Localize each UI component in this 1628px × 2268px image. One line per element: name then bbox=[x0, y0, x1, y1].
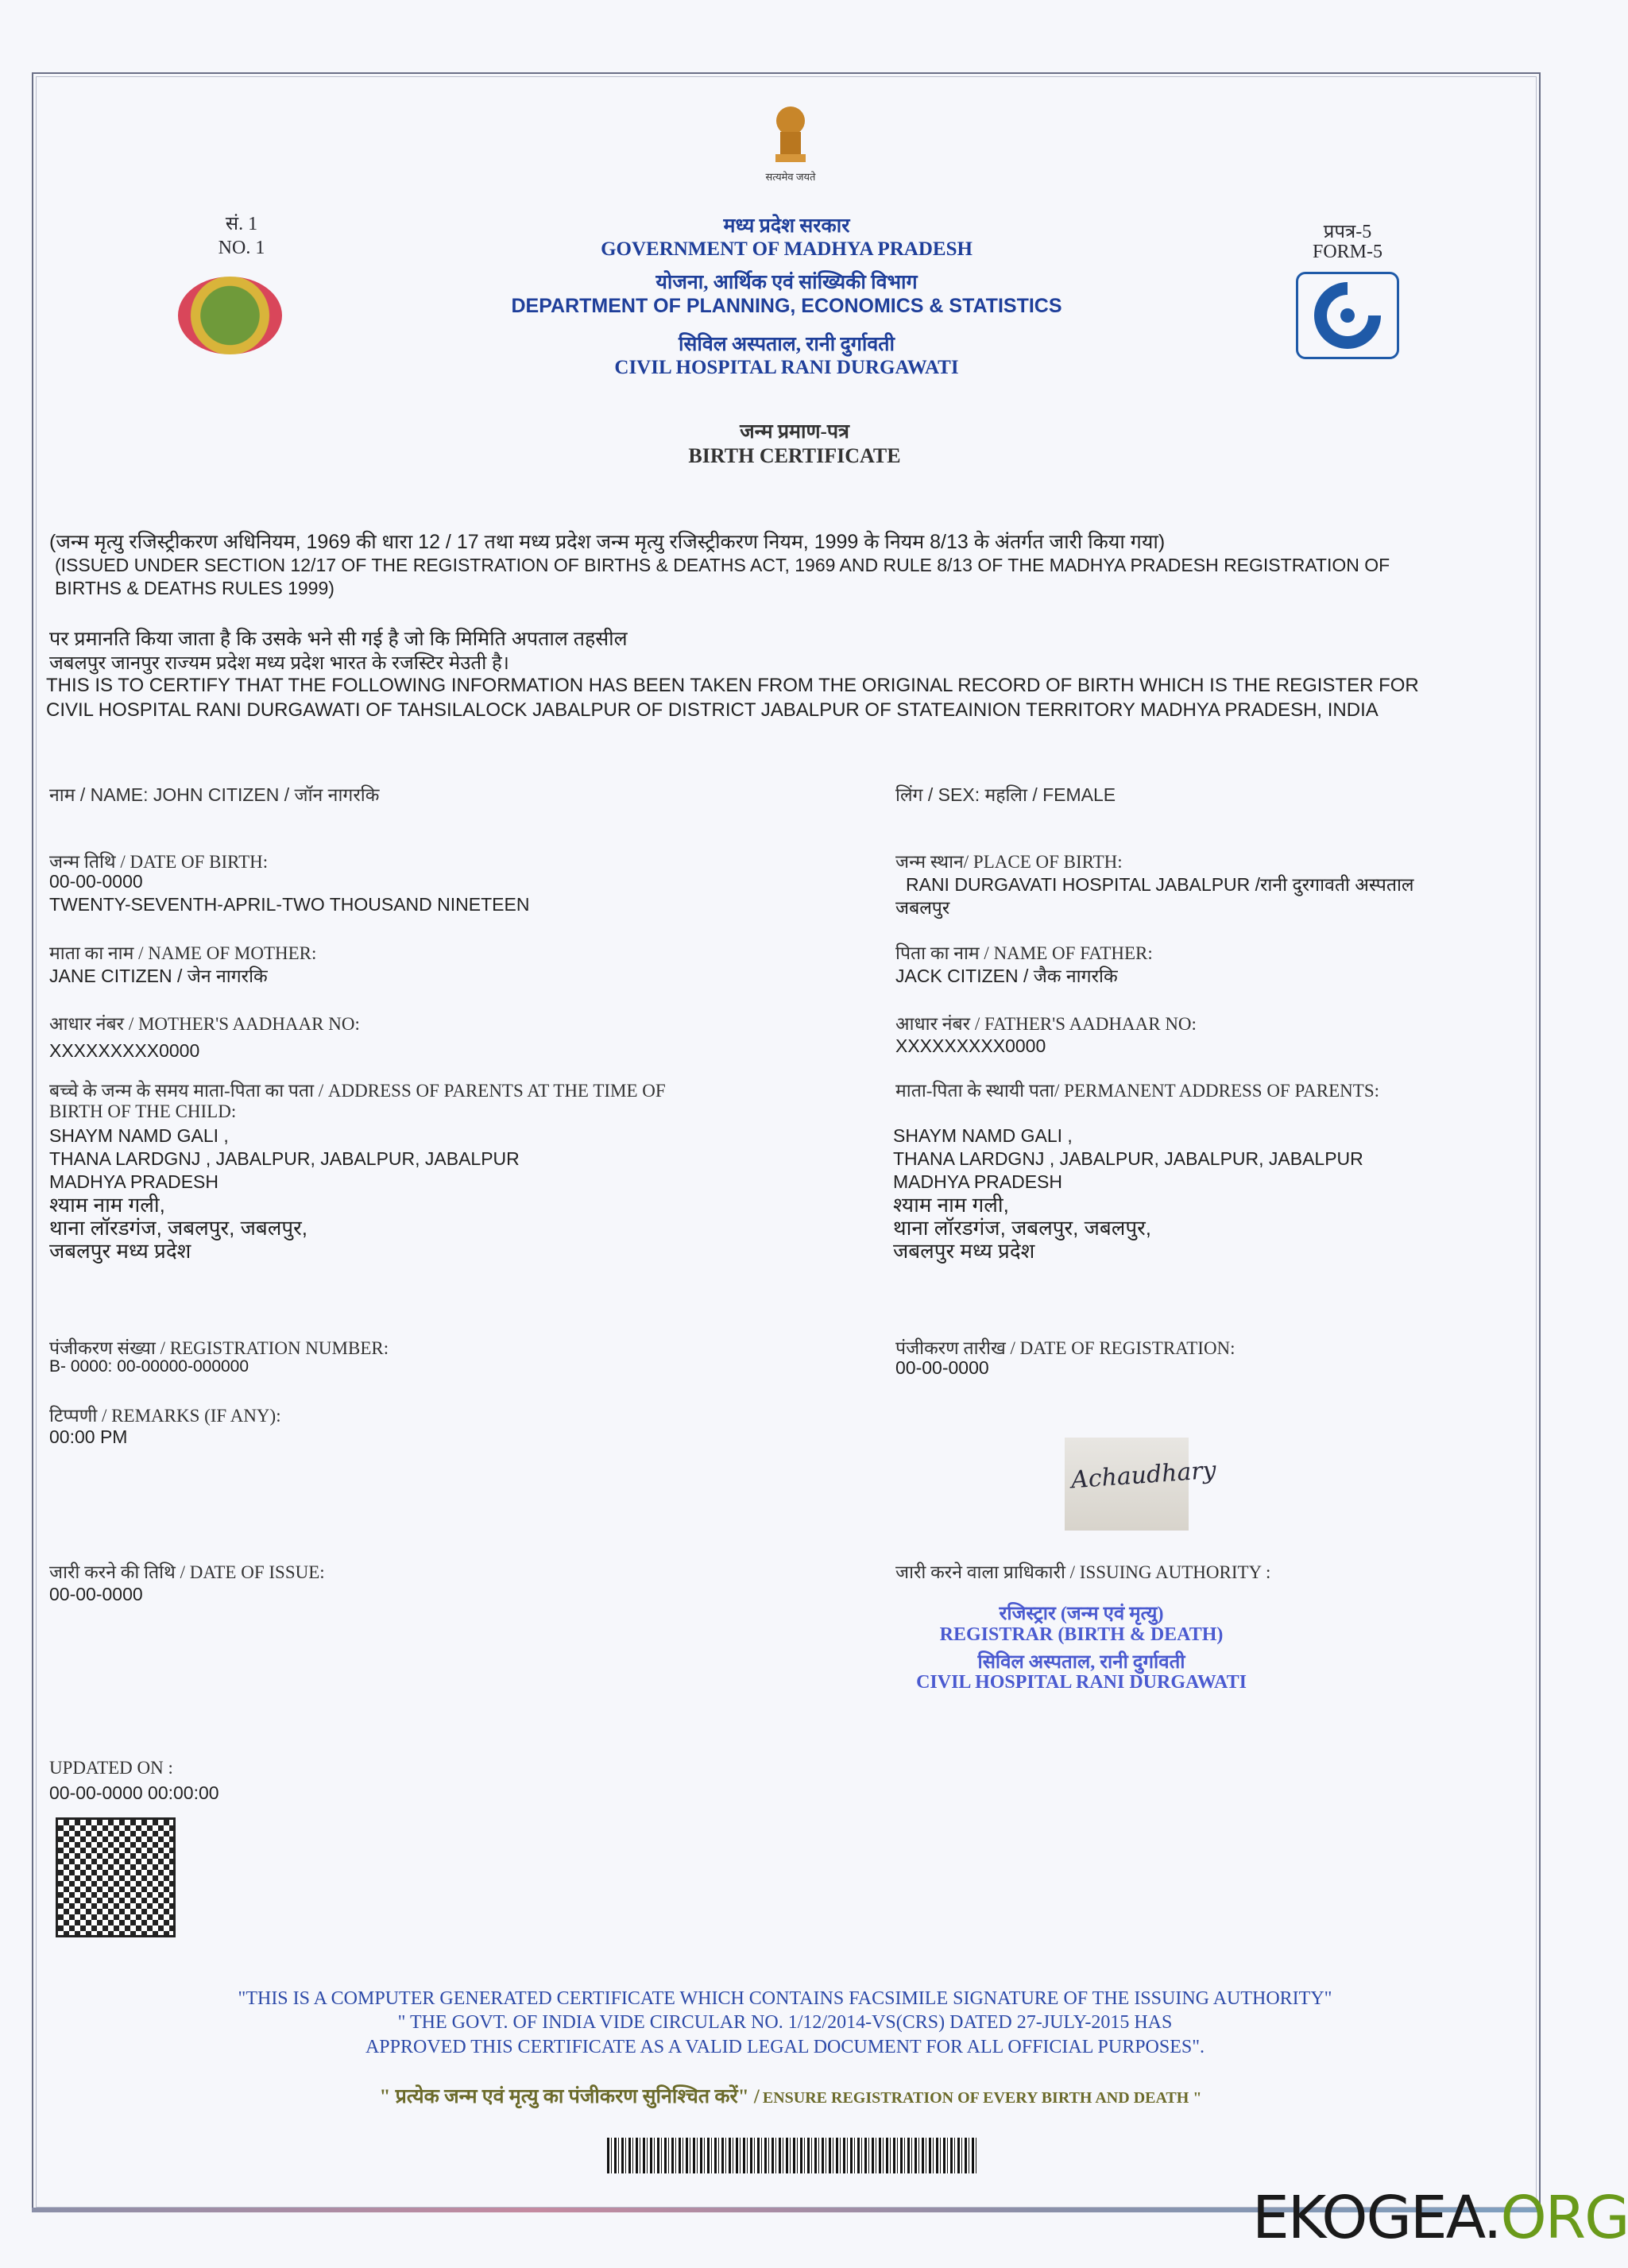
address-line: श्याम नाम गली, bbox=[49, 1193, 165, 1217]
act-hi: (जन्म मृत्यु रजिस्ट्रीकरण अधिनियम, 1969 की धारा 12 / 17 तथा मध्य प्रदेश जन्म मृत्यु रजिस्ट्रीकरण नियम, 1999 के नियम 8/13 के अंतर्गत जारी किया गया) bbox=[49, 531, 1166, 553]
mother-aadhaar-label: आधार नंबर / MOTHER'S AADHAAR NO: bbox=[49, 1014, 360, 1034]
footer-line-1: "THIS IS A COMPUTER GENERATED CERTIFICATE WHICH CONTAINS FACSIMILE SIGNATURE OF THE ISSUING AUTHORITY" bbox=[238, 1988, 1332, 2009]
registrar-hospital-hi: सिविल अस्पताल, रानी दुर्गावती bbox=[977, 1652, 1185, 1673]
registrar-en: REGISTRAR (BIRTH & DEATH) bbox=[939, 1624, 1224, 1645]
footer-line-3: APPROVED THIS CERTIFICATE AS A VALID LEGAL DOCUMENT FOR ALL OFFICIAL PURPOSES". bbox=[365, 2037, 1205, 2057]
dept-en: DEPARTMENT OF PLANNING, ECONOMICS & STATISTICS bbox=[511, 295, 1062, 317]
certify-hi-2: जबलपुर जानपुर राज्यम प्रदेश मध्य प्रदेश भारत के रजस्टिर मेउती है। bbox=[49, 652, 509, 674]
dob-words: TWENTY-SEVENTH-APRIL-TWO THOUSAND NINETEEN bbox=[49, 894, 530, 915]
act-en-1: (ISSUED UNDER SECTION 12/17 OF THE REGISTRATION OF BIRTHS & DEATHS ACT, 1969 AND RULE 8/13 OF THE MADHYA PRADESH REGISTRATION OF bbox=[55, 555, 1390, 575]
address-line: THANA LARDGNJ , JABALPUR, JABALPUR, JABALPUR bbox=[893, 1148, 1363, 1169]
authority-label: जारी करने वाला प्राधिकारी / ISSUING AUTHORITY : bbox=[895, 1562, 1271, 1582]
signature-image bbox=[1065, 1438, 1217, 1531]
address-permanent bbox=[893, 1124, 1363, 1263]
updated-value: 00-00-0000 00:00:00 bbox=[49, 1782, 219, 1803]
father-aadhaar-label: आधार नंबर / FATHER'S AADHAAR NO: bbox=[895, 1014, 1197, 1034]
address-line: जबलपुर मध्य प्रदेश bbox=[49, 1239, 191, 1263]
qr-code bbox=[58, 1820, 173, 1935]
footer-line-2: " THE GOVT. OF INDIA VIDE CIRCULAR NO. 1/12/2014-VS(CRS) DATED 27-JULY-2015 HAS bbox=[397, 2012, 1173, 2033]
sex-value: महलिा / FEMALE bbox=[984, 784, 1116, 805]
barcode bbox=[607, 2138, 977, 2173]
address-line: जबलपुर मध्य प्रदेश bbox=[893, 1239, 1035, 1263]
address-birth bbox=[49, 1124, 520, 1263]
mother-aadhaar-value: XXXXXXXXX0000 bbox=[49, 1040, 200, 1061]
sex-label: लिंग / SEX: bbox=[895, 784, 980, 805]
title-en: BIRTH CERTIFICATE bbox=[688, 444, 901, 467]
govt-en: GOVERNMENT OF MADHYA PRADESH bbox=[601, 238, 973, 260]
remarks-value: 00:00 PM bbox=[49, 1426, 128, 1447]
issue-label: जारी करने की तिथि / DATE OF ISSUE: bbox=[49, 1562, 325, 1582]
address-perm-label: माता-पिता के स्थायी पता/ PERMANENT ADDRESS OF PARENTS: bbox=[895, 1081, 1379, 1101]
address-birth-label-1: बच्चे के जन्म के समय माता-पिता का पता / ADDRESS OF PARENTS AT THE TIME OF bbox=[49, 1081, 666, 1101]
registrar-hospital-en: CIVIL HOSPITAL RANI DURGAWATI bbox=[916, 1672, 1247, 1693]
father-label: पिता का नाम / NAME OF FATHER: bbox=[895, 943, 1153, 963]
regdate-label: पंजीकरण तारीख / DATE OF REGISTRATION: bbox=[895, 1338, 1236, 1358]
dob-value: 00-00-0000 bbox=[49, 871, 143, 892]
watermark bbox=[1252, 2184, 1628, 2252]
serial-en: NO. 1 bbox=[218, 238, 265, 258]
address-line: थाना लॉरडगंज, जबलपुर, जबलपुर, bbox=[49, 1216, 308, 1240]
crs-logo-icon bbox=[1296, 272, 1399, 359]
mother-value: JANE CITIZEN / जेन नागरकि bbox=[49, 966, 268, 986]
hospital-hi: सिविल अस्पताल, रानी दुर्गावती bbox=[679, 334, 895, 355]
hospital-en: CIVIL HOSPITAL RANI DURGAWATI bbox=[614, 357, 959, 378]
dob-label: जन्म तिथि / DATE OF BIRTH: bbox=[49, 852, 269, 872]
remarks-label: टिप्पणी / REMARKS (IF ANY): bbox=[49, 1406, 281, 1426]
title-hi: जन्म प्रमाण-पत्र bbox=[740, 421, 849, 443]
father-aadhaar-value: XXXXXXXXX0000 bbox=[895, 1035, 1046, 1056]
dept-hi: योजना, आर्थिक एवं सांख्यिकी विभाग bbox=[655, 272, 918, 293]
form-hi: प्रपत्र-5 bbox=[1323, 222, 1372, 242]
serial-hi: सं. 1 bbox=[225, 214, 258, 234]
watermark-part2: ORG bbox=[1500, 2184, 1628, 2252]
act-en-2: BIRTHS & DEATHS RULES 1999) bbox=[55, 578, 334, 598]
slogan-en: ENSURE REGISTRATION OF EVERY BIRTH AND DEATH " bbox=[762, 2089, 1202, 2107]
pob-value-1: RANI DURGAVATI HOSPITAL JABALPUR /रानी दुरगावती अस्पताल bbox=[906, 874, 1414, 895]
updated-label: UPDATED ON : bbox=[49, 1758, 173, 1778]
mp-state-seal-icon bbox=[178, 277, 282, 354]
father-value: JACK CITIZEN / जैक नागरकि bbox=[895, 966, 1118, 986]
address-line: श्याम नाम गली, bbox=[893, 1193, 1009, 1217]
pob-value-2: जबलपुर bbox=[895, 897, 950, 918]
mother-label: माता का नाम / NAME OF MOTHER: bbox=[49, 943, 317, 963]
emblem-motto: सत्यमेव जयते bbox=[765, 171, 816, 183]
address-line: MADHYA PRADESH bbox=[893, 1171, 1063, 1192]
certify-en-2: CIVIL HOSPITAL RANI DURGAWATI OF TAHSILALOCK JABALPUR OF DISTRICT JABALPUR OF STATEAINION TERRITORY MADHYA PRADESH, INDIA bbox=[46, 699, 1379, 721]
slogan-hi: " प्रत्येक जन्म एवं मृत्यु का पंजीकरण सुनिश्चित करें" / bbox=[379, 2086, 760, 2107]
regno-label: पंजीकरण संख्या / REGISTRATION NUMBER: bbox=[49, 1338, 389, 1358]
name-value: JOHN CITIZEN / जॉन नागरकि bbox=[153, 784, 380, 805]
issue-value: 00-00-0000 bbox=[49, 1584, 143, 1604]
watermark-part1: EKOGEA. bbox=[1252, 2184, 1501, 2252]
govt-hi: मध्य प्रदेश सरकार bbox=[723, 215, 850, 237]
registrar-hi: रजिस्ट्रार (जन्म एवं मृत्यु) bbox=[999, 1604, 1164, 1624]
address-birth-label-2: BIRTH OF THE CHILD: bbox=[49, 1101, 237, 1121]
regdate-value: 00-00-0000 bbox=[895, 1357, 989, 1378]
form-en: FORM-5 bbox=[1312, 242, 1383, 262]
address-line: SHAYM NAMD GALI , bbox=[893, 1125, 1073, 1146]
signature: Achaudhary bbox=[1070, 1456, 1217, 1495]
pob-label: जन्म स्थान/ PLACE OF BIRTH: bbox=[895, 852, 1123, 872]
address-line: SHAYM NAMD GALI , bbox=[49, 1125, 229, 1146]
address-line: THANA LARDGNJ , JABALPUR, JABALPUR, JABALPUR bbox=[49, 1148, 520, 1169]
national-emblem-icon bbox=[763, 103, 818, 171]
name-label: नाम / NAME: bbox=[49, 784, 149, 805]
address-line: थाना लॉरडगंज, जबलपुर, जबलपुर, bbox=[893, 1216, 1152, 1240]
address-line: MADHYA PRADESH bbox=[49, 1171, 219, 1192]
certify-en-1: THIS IS TO CERTIFY THAT THE FOLLOWING INFORMATION HAS BEEN TAKEN FROM THE ORIGINAL RECORD OF BIRTH WHICH IS THE REGISTER FOR bbox=[46, 675, 1419, 696]
certify-hi-1: पर प्रमानति किया जाता है कि उसके भने सी गई है जो कि मिमिति अपताल तहसील bbox=[49, 628, 628, 650]
regno-value: B- 0000: 00-00000-000000 bbox=[49, 1357, 249, 1376]
